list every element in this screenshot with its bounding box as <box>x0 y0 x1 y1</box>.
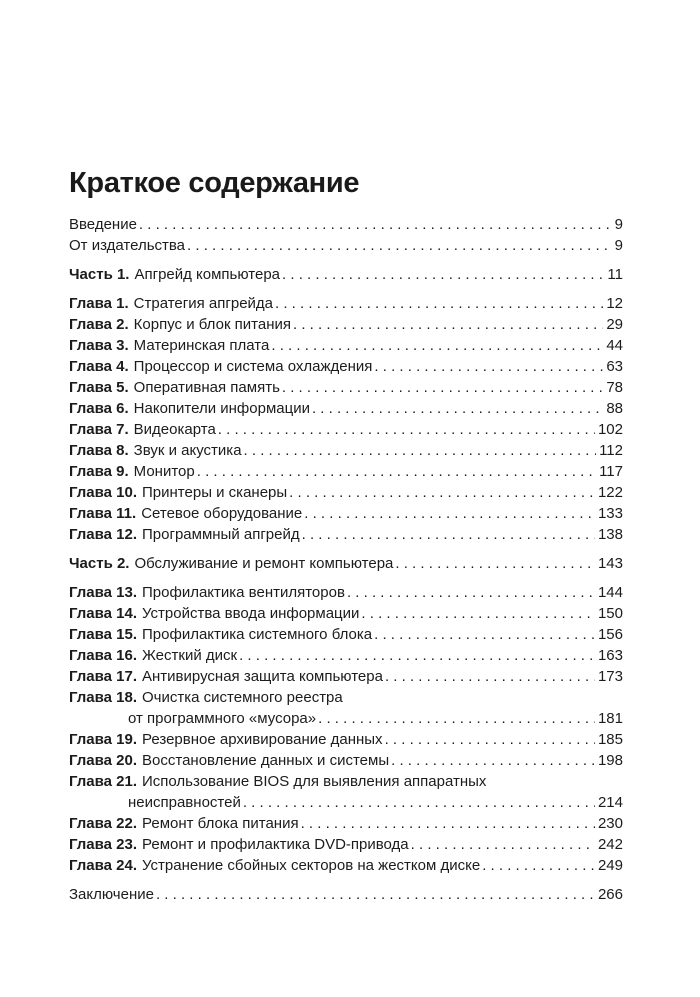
dot-leader <box>275 293 603 314</box>
entry-label: Глава 8. <box>69 442 129 459</box>
entry-page: 112 <box>599 442 623 459</box>
entry-page: 117 <box>599 463 623 480</box>
dot-leader <box>312 398 603 419</box>
entry-label: Глава 19. <box>69 731 138 748</box>
toc-entry <box>69 314 623 335</box>
entry-page: 150 <box>597 605 623 622</box>
entry-title: Ремонт и профилактика DVD-привода <box>142 836 409 853</box>
toc-entry <box>69 503 623 524</box>
toc-entry <box>69 356 623 377</box>
dot-leader <box>301 813 595 834</box>
toc-entry <box>69 750 623 771</box>
entry-label: Глава 21. <box>69 773 138 790</box>
entry-label: Глава 24. <box>69 857 138 874</box>
entry-label: Глава 17. <box>69 668 138 685</box>
entry-label: Глава 18. <box>69 689 138 706</box>
entry-page: 242 <box>597 836 623 853</box>
entry-page: 44 <box>606 337 623 354</box>
toc-entry <box>69 666 623 687</box>
entry-title: Профилактика вентиляторов <box>142 584 345 601</box>
entry-page: 185 <box>597 731 623 748</box>
entry-label: Глава 13. <box>69 584 138 601</box>
dot-leader <box>218 419 595 440</box>
dot-leader <box>139 214 612 235</box>
entry-label: Глава 5. <box>69 379 129 396</box>
dot-leader <box>318 708 595 729</box>
toc-entry <box>69 335 623 356</box>
toc-entry <box>69 419 623 440</box>
entry-title: Устройства ввода информации <box>142 605 360 622</box>
toc-entry <box>69 855 623 876</box>
entry-label: Глава 4. <box>69 358 129 375</box>
toc-list <box>69 214 623 905</box>
entry-page: 11 <box>607 266 623 283</box>
entry-page: 9 <box>614 216 623 233</box>
toc-entry <box>69 624 623 645</box>
entry-label: Глава 12. <box>69 526 138 543</box>
entry-label: Глава 16. <box>69 647 138 664</box>
entry-title: Звук и акустика <box>133 442 242 459</box>
toc-entry <box>69 834 623 855</box>
dot-leader <box>271 335 603 356</box>
entry-page: 198 <box>597 752 623 769</box>
entry-title: Апгрейд компьютера <box>134 266 281 283</box>
entry-title: Стратегия апгрейда <box>133 295 274 312</box>
entry-page: 163 <box>597 647 623 664</box>
entry-page: 181 <box>597 710 623 727</box>
entry-title: Процессор и система охлаждения <box>133 358 373 375</box>
toc-entry <box>69 214 623 235</box>
toc-entry <box>69 771 623 813</box>
entry-label: Глава 14. <box>69 605 138 622</box>
dot-leader <box>244 440 597 461</box>
entry-title: Ремонт блока питания <box>142 815 299 832</box>
toc-entry <box>69 884 623 905</box>
entry-title: Обслуживание и ремонт компьютера <box>134 555 394 572</box>
dot-leader <box>293 314 603 335</box>
entry-label: Глава 7. <box>69 421 129 438</box>
entry-title: Восстановление данных и системы <box>142 752 390 769</box>
page-title: Краткое содержание <box>69 167 360 199</box>
entry-label: Часть 1. <box>69 266 130 283</box>
toc-entry <box>69 482 623 503</box>
entry-page: 230 <box>597 815 623 832</box>
entry-page: 156 <box>597 626 623 643</box>
toc-entry <box>69 729 623 750</box>
entry-title: Устранение сбойных секторов на жестком диске <box>142 857 481 874</box>
dot-leader <box>239 645 595 666</box>
entry-page: 214 <box>597 794 623 811</box>
entry-page: 9 <box>614 237 623 254</box>
toc-entry <box>69 461 623 482</box>
dot-leader <box>374 356 603 377</box>
entry-title: Введение <box>69 216 137 233</box>
entry-title: Оперативная память <box>133 379 280 396</box>
dot-leader <box>482 855 595 876</box>
toc-entry <box>69 813 623 834</box>
entry-title: Профилактика системного блока <box>142 626 373 643</box>
toc-entry <box>69 553 623 574</box>
entry-title: Корпус и блок питания <box>133 316 292 333</box>
toc-entry <box>69 582 623 603</box>
entry-title: Использование BIOS для выявления аппаратных <box>142 773 487 790</box>
dot-leader <box>289 482 595 503</box>
entry-page: 12 <box>606 295 623 312</box>
toc-entry <box>69 645 623 666</box>
entry-continuation: от программного «мусора» <box>128 710 317 727</box>
entry-page: 122 <box>597 484 623 501</box>
entry-title: Принтеры и сканеры <box>142 484 288 501</box>
toc-entry <box>69 293 623 314</box>
entry-page: 78 <box>606 379 623 396</box>
toc-entry <box>69 264 623 285</box>
entry-page: 266 <box>597 886 623 903</box>
entry-page: 249 <box>597 857 623 874</box>
entry-title: Сетевое оборудование <box>141 505 303 522</box>
toc-page <box>69 168 623 905</box>
toc-entry <box>69 440 623 461</box>
entry-title: Жесткий диск <box>142 647 238 664</box>
entry-title: Резервное архивирование данных <box>142 731 383 748</box>
entry-title: Монитор <box>133 463 195 480</box>
dot-leader <box>187 235 612 256</box>
toc-entry <box>69 603 623 624</box>
toc-entry <box>69 398 623 419</box>
entry-page: 138 <box>597 526 623 543</box>
dot-leader <box>391 750 595 771</box>
dot-leader <box>361 603 595 624</box>
entry-label: Глава 20. <box>69 752 138 769</box>
dot-leader <box>304 503 595 524</box>
entry-label: Часть 2. <box>69 555 130 572</box>
dot-leader <box>411 834 595 855</box>
entry-page: 29 <box>606 316 623 333</box>
dot-leader <box>197 461 596 482</box>
dot-leader <box>156 884 595 905</box>
entry-label: Глава 22. <box>69 815 138 832</box>
toc-entry <box>69 524 623 545</box>
entry-label: Глава 11. <box>69 505 137 522</box>
entry-continuation: неисправностей <box>128 794 241 811</box>
entry-title: Антивирусная защита компьютера <box>142 668 383 685</box>
dot-leader <box>243 792 595 813</box>
entry-page: 173 <box>597 668 623 685</box>
entry-page: 133 <box>597 505 623 522</box>
entry-page: 143 <box>597 555 623 572</box>
dot-leader <box>385 666 595 687</box>
entry-label: Глава 3. <box>69 337 129 354</box>
entry-page: 88 <box>606 400 623 417</box>
dot-leader <box>347 582 595 603</box>
entry-title: Программный апгрейд <box>142 526 300 543</box>
entry-title: От издательства <box>69 237 186 254</box>
entry-label: Глава 15. <box>69 626 138 643</box>
dot-leader <box>395 553 595 574</box>
entry-title: Очистка системного реестра <box>142 689 343 706</box>
entry-label: Глава 23. <box>69 836 138 853</box>
dot-leader <box>374 624 595 645</box>
dot-leader <box>302 524 595 545</box>
dot-leader <box>282 377 603 398</box>
toc-entry <box>69 687 623 729</box>
entry-page: 102 <box>597 421 623 438</box>
entry-title: Материнская плата <box>133 337 270 354</box>
entry-label: Глава 2. <box>69 316 129 333</box>
entry-title: Видеокарта <box>133 421 216 438</box>
entry-label: Глава 10. <box>69 484 138 501</box>
toc-entry <box>69 377 623 398</box>
toc-entry <box>69 235 623 256</box>
entry-title: Заключение <box>69 886 154 903</box>
entry-page: 144 <box>597 584 623 601</box>
entry-title: Накопители информации <box>133 400 310 417</box>
entry-label: Глава 1. <box>69 295 129 312</box>
entry-label: Глава 6. <box>69 400 129 417</box>
entry-label: Глава 9. <box>69 463 129 480</box>
dot-leader <box>385 729 595 750</box>
dot-leader <box>282 264 604 285</box>
entry-page: 63 <box>606 358 623 375</box>
